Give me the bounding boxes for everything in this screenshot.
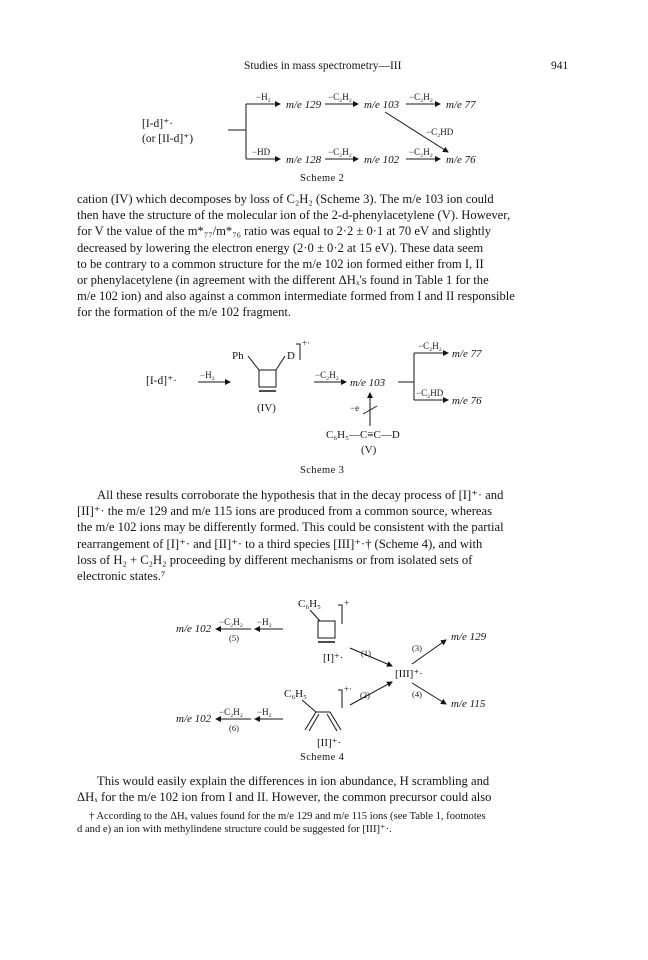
scheme3-label-v: (V) (361, 444, 377, 456)
scheme4-ion-102-bot: m/e 102 (176, 713, 212, 725)
paragraph-2-line: loss of H₂ + C₂H₂ proceeding by different mechanisms or from isolated sets of (77, 552, 473, 567)
paragraph-1-line: for V the value of the m*₇₇/m*₇₆ ratio was equal to 2·2 ± 0·1 at 70 eV and slightly (77, 224, 492, 239)
paragraph-2-line: the m/e 102 ions may be differently formed. This could be consistent with the partial (77, 520, 504, 535)
scheme4-top-charge: + (344, 598, 350, 608)
scheme4-label-i: [I]⁺· (323, 652, 344, 664)
scheme2-diag-loss: −C₂HD (426, 127, 454, 137)
scheme2-bot-ion-3: m/e 76 (446, 154, 476, 166)
scheme4-ion-115: m/e 115 (451, 698, 486, 710)
scheme3-ion-103: m/e 103 (350, 377, 386, 389)
scheme3-caption: Scheme 3 (300, 465, 345, 476)
scheme3-ion-76: m/e 76 (452, 395, 482, 407)
paragraph-3-line: ΔHₓ for the m/e 102 ion from I and II. However, the common precursor could also (77, 790, 492, 805)
scheme4-bot-bond-right-2 (327, 714, 337, 731)
scheme2-caption: Scheme 2 (300, 173, 345, 184)
scheme3-minus-e: −e (350, 403, 360, 413)
paragraph-3-line: This would easily explain the differences in ion abundance, H scrambling and (97, 774, 490, 788)
scheme4-loss-c2h2-top: −C₂H₂ (219, 617, 243, 627)
scheme4-step-4: (4) (412, 689, 422, 699)
scheme4-bot-charge: +· (344, 684, 353, 694)
scheme4-loss-h2-top: −H₂ (257, 617, 272, 627)
scheme2-bot-loss-3: −C₂H₂ (409, 147, 433, 157)
scheme4-bot-bracket (338, 690, 342, 708)
scheme2-top-loss-2: −C₂H₂ (328, 92, 352, 102)
scheme4-step-1: (1) (361, 648, 371, 658)
scheme3-label-iv: (IV) (257, 402, 276, 414)
scheme2-bot-loss-1: −HD (252, 147, 271, 157)
scheme3-down-loss: −C₂HD (416, 388, 444, 398)
scheme3-ph-label: Ph (232, 350, 244, 362)
paragraph-1-line: or phenylacetylene (in agreement with the different ΔHₓ's found in Table 1 for the (77, 273, 489, 288)
scheme4-loss-c2h2-bot: −C₂H₂ (219, 707, 243, 717)
scheme2-bot-loss-2: −C₂H₂ (328, 147, 352, 157)
paragraph-1-line: cation (IV) which decomposes by loss of C₂H₂ (Scheme 3). The m/e 103 ion could (77, 192, 494, 206)
scheme4-label-iii: [III]⁺· (395, 668, 423, 680)
scheme3-loss-h2: −H₂ (200, 370, 215, 380)
scheme4-step-5: (5) (229, 633, 239, 643)
scheme4-step-2: (2) (360, 690, 370, 700)
scheme3-charge: +· (302, 338, 311, 348)
scheme3-up-loss: −C₂H₂ (418, 341, 442, 351)
scheme2-start-2: (or [II-d]⁺) (142, 133, 194, 145)
scheme3-start: [I-d]⁺· (146, 375, 177, 387)
scheme2-top-ion-2: m/e 103 (364, 99, 400, 111)
paragraph-2-line: electronic states.⁷ (77, 569, 166, 584)
scheme4-top-bond (310, 610, 320, 621)
scheme3-ion-77: m/e 77 (452, 348, 482, 360)
running-title: Studies in mass spectrometry—III (244, 60, 402, 72)
paragraph-1-line: decreased by lowering the electron energy (2·0 ± 0·2 at 15 eV). These data seem (77, 240, 484, 255)
paragraph-2-line: rearrangement of [I]⁺· and [II]⁺· to a third species [III]⁺·† (Scheme 4), and with (77, 536, 483, 551)
scheme4-step-3: (3) (412, 643, 422, 653)
paragraph-1-line: to be contrary to a common structure for the m/e 102 ion formed either from I, II (77, 256, 484, 271)
page-number: 941 (551, 60, 569, 72)
scheme2-top-ion-3: m/e 77 (446, 99, 476, 111)
paragraph-1-line: for the formation of the m/e 102 fragment. (77, 305, 292, 320)
scheme4-ion-129: m/e 129 (451, 631, 487, 643)
paragraph-2-line: All these results corroborate the hypothesis that in the decay process of [I]⁺· and (97, 488, 504, 502)
scheme2-top-loss-3: −C₂H₂ (409, 92, 433, 102)
paragraph-3 (77, 773, 573, 805)
scheme4-caption: Scheme 4 (300, 752, 345, 763)
scheme4-ion-102-top: m/e 102 (176, 623, 212, 635)
scheme2-top-ion-1: m/e 129 (286, 99, 322, 111)
scheme4-top-bracket (338, 605, 342, 624)
scheme4-top-ring (318, 621, 335, 638)
scheme3-d-label: D (287, 350, 295, 362)
scheme4-c6h5-top: C₆H₅ (298, 598, 321, 610)
footnote-line: † According to the ΔHₓ values found for the m/e 129 and m/e 115 ions (see Table 1, footnotes (89, 811, 486, 822)
scheme2-start-1: [I-d]⁺· (142, 118, 173, 130)
scheme3-phenylacetylene: C₆H₅—C≡C—D (326, 429, 400, 441)
scheme4-c6h5-bot: C₆H₅ (284, 688, 307, 700)
paragraph-1-line: then have the structure of the molecular ion of the 2-d-phenylacetylene (V). However, (77, 208, 511, 223)
scheme3-loss-c2h2: −C₂H₂ (315, 370, 339, 380)
paragraph-1-line: m/e 102 ion) and also against a common intermediate formed from I and II responsible (77, 289, 515, 304)
scheme2-bot-ion-2: m/e 102 (364, 154, 400, 166)
scheme4-arrow-1 (350, 648, 392, 666)
scheme4-bot-bond-left-2 (309, 714, 319, 731)
scheme4-arrow-2 (350, 682, 392, 705)
footnote-line: d and e) an ion with methylindene structure could be suggested for [III]⁺·. (77, 824, 392, 836)
paragraph-2-line: [II]⁺· the m/e 129 and m/e 115 ions are produced from a common source, whereas (77, 504, 492, 519)
scheme4-step-6: (6) (229, 723, 239, 733)
footnote (77, 810, 573, 837)
scheme2-bot-ion-1: m/e 128 (286, 154, 322, 166)
scheme4-label-ii: [II]⁺· (317, 737, 342, 749)
scheme2-top-loss-1: −H₂ (256, 92, 271, 102)
scheme4-bot-bond (302, 700, 316, 712)
scheme4-loss-h2-bot: −H₂ (257, 707, 272, 717)
